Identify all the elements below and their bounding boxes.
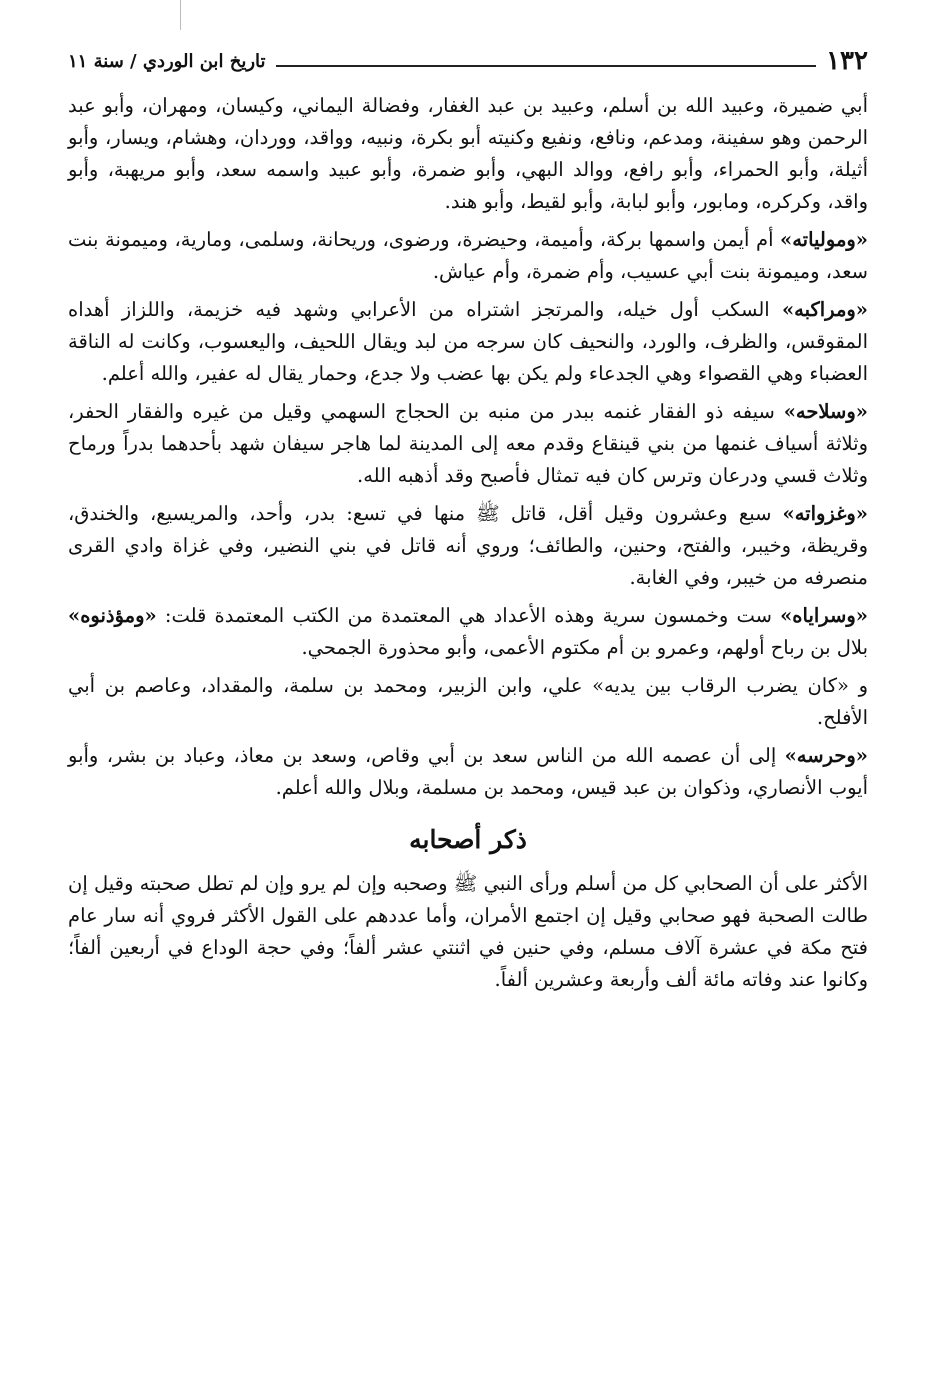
paragraph-text: سيفه ذو الفقار غنمه ببدر من منبه بن الحجاج السهمي وقيل من غيره والفقار الحفر، وثلاثة أسياف غنمها من بني قينقاع وقدم معه إلى المدينة لما هاجر سيفان شهد بأحدهما بدراً ورماح وثلاث قسي ودرعان وترس كان فيه تمثال فأصبح وقد أذهبه الله. <box>68 400 868 487</box>
paragraph-text: إلى أن عصمه الله من الناس سعد بن أبي وقاص، وسعد بن معاذ، وعباد بن بشر، وأبو أيوب الأنصاري، وذكوان بن عبد قيس، ومحمد بن مسلمة، وبلال والله أعلم. <box>68 744 868 799</box>
paragraph-battles <box>68 498 868 594</box>
paragraph-label: «ومولياته» <box>780 228 868 251</box>
page-header <box>68 42 868 76</box>
paragraph-freed-slaves <box>68 90 868 218</box>
paragraph-text: أبي ضميرة، وعبيد الله بن أسلم، وعبيد بن عبد الغفار، وفضالة اليماني، وكيسان، ومهران، وأبو عبد الرحمن وهو سفينة، ومدعم، ونافع، ونفيع وكنيته أبو بكرة، ونبيه، وواقد، ووردان، وهشام، ويسار، وأبو أثيلة، وأبو الحمراء، وأبو رافع، ووالد البهي، وأبو ضمرة، وأبو عبيد واسمه سعد، وأبو مريهبة، وأبو واقد، وكركره، ومابور، وأبو لبابة، وأبو لقيط، وأبو هند. <box>68 94 868 213</box>
page-content <box>68 90 868 996</box>
paragraph-companions <box>68 868 868 996</box>
paragraph-text: السكب أول خيله، والمرتجز اشتراه من الأعرابي وشهد فيه خزيمة، واللزاز أهداه المقوقس، والظرف، والورد، والنحيف كان سرجه من لبد ويقال اللحيف، واليعسوب، وكانت له الناقة العضباء وهي القصواء وهي الجدعاء ولم يكن بها عضب ولا جدع، وحمار يقال له عفير، والله أعلم. <box>68 298 868 385</box>
paragraph-executioners <box>68 670 868 734</box>
paragraph-text: الأكثر على أن الصحابي كل من أسلم ورأى النبي ﷺ وصحبه وإن لم يرو وإن لم تطل صحبته وقيل إن طالت الصحبة فهو صحابي وقيل إن اجتمع الأمران، وأما عددهم على القول الأكثر فروي أنه سار عام فتح مكة في عشرة آلاف مسلم، وفي حنين في اثنتي عشر ألفاً؛ وفي حجة الوداع في أربعين ألفاً؛ وكانوا عند وفاته مائة ألف وأربعة وعشرين ألفاً. <box>68 872 868 991</box>
scan-artifact-line <box>180 0 181 30</box>
paragraph-text: ست وخمسون سرية وهذه الأعداد هي المعتمدة من الكتب المعتمدة قلت: <box>156 604 781 627</box>
paragraph-expeditions <box>68 600 868 664</box>
paragraph-label: «وحرسه» <box>784 744 868 767</box>
paragraph-text: سبع وعشرون وقيل أقل، قاتل ﷺ منها في تسع: بدر، وأحد، والمريسيع، والخندق، وقريظة، وخيبر، والفتح، وحنين، والطائف؛ وروي أنه قاتل في بني النضير، وفي غزاة وادي القرى منصرفه من خيبر، وفي الغابة. <box>68 502 868 589</box>
paragraph-label: «ومراكبه» <box>781 298 868 321</box>
paragraph-label: «وسراياه» <box>780 604 868 627</box>
section-heading: ذكر أصحابه <box>409 825 527 854</box>
paragraph-guards <box>68 740 868 804</box>
page-number: ١٣٢ <box>826 46 868 76</box>
paragraph-text: بلال بن رباح أولهم، وعمرو بن أم مكتوم الأعمى، وأبو محذورة الجمحي. <box>301 636 868 659</box>
paragraph-text: أم أيمن واسمها بركة، وأميمة، وحيضرة، ورضوى، وريحانة، وسلمى، ومارية، وميمونة بنت سعد، وميمونة بنت أبي عسيب، وأم ضمرة، وأم عياش. <box>68 228 868 283</box>
running-title: تاريخ ابن الوردي / سنة ١١ <box>68 51 266 72</box>
paragraph-label: «وغزواته» <box>782 502 868 525</box>
paragraph-mounts <box>68 294 868 390</box>
paragraph-text: و «كان يضرب الرقاب بين يديه» علي، وابن الزبير، ومحمد بن سلمة، والمقداد، وعاصم بن أبي الأفلح. <box>68 674 868 729</box>
paragraph-female-freed-slaves <box>68 224 868 288</box>
paragraph-weapons <box>68 396 868 492</box>
header-rule <box>276 65 817 67</box>
paragraph-label: «وسلاحه» <box>783 400 868 423</box>
paragraph-label-muezzins: «ومؤذنوه» <box>68 604 157 627</box>
